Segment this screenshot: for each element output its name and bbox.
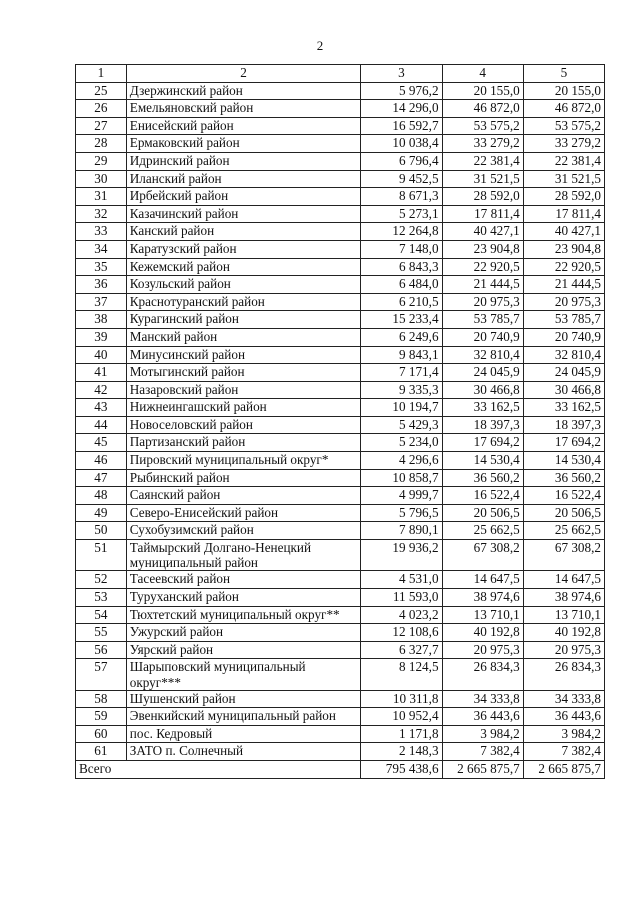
value-col-4: 53 785,7 bbox=[442, 311, 523, 329]
municipality-name: Уярский район bbox=[126, 641, 361, 659]
table-row bbox=[76, 743, 605, 761]
row-number: 51 bbox=[76, 540, 127, 571]
value-col-5: 40 192,8 bbox=[523, 624, 604, 642]
table-row bbox=[76, 606, 605, 624]
row-number: 27 bbox=[76, 117, 127, 135]
table-row bbox=[76, 170, 605, 188]
municipality-name: Каратузский район bbox=[126, 240, 361, 258]
value-col-3: 7 171,4 bbox=[361, 364, 442, 382]
value-col-3: 4 531,0 bbox=[361, 571, 442, 589]
value-col-3: 16 592,7 bbox=[361, 117, 442, 135]
total-label: Всего bbox=[76, 761, 361, 779]
value-col-3: 19 936,2 bbox=[361, 540, 442, 571]
row-number: 42 bbox=[76, 381, 127, 399]
row-number: 47 bbox=[76, 469, 127, 487]
value-col-4: 13 710,1 bbox=[442, 606, 523, 624]
value-col-3: 5 796,5 bbox=[361, 504, 442, 522]
row-number: 29 bbox=[76, 152, 127, 170]
value-col-3: 4 296,6 bbox=[361, 452, 442, 470]
value-col-4: 17 694,2 bbox=[442, 434, 523, 452]
table-row bbox=[76, 487, 605, 505]
value-col-5: 17 694,2 bbox=[523, 434, 604, 452]
value-col-4: 40 427,1 bbox=[442, 223, 523, 241]
value-col-5: 14 647,5 bbox=[523, 571, 604, 589]
value-col-5: 7 382,4 bbox=[523, 743, 604, 761]
value-col-3: 10 194,7 bbox=[361, 399, 442, 417]
total-row bbox=[76, 761, 605, 779]
table-row bbox=[76, 641, 605, 659]
value-col-4: 20 975,3 bbox=[442, 293, 523, 311]
total-value-v4: 2 665 875,7 bbox=[442, 761, 523, 779]
value-col-5: 25 662,5 bbox=[523, 522, 604, 540]
row-number: 30 bbox=[76, 170, 127, 188]
value-col-4: 20 975,3 bbox=[442, 641, 523, 659]
value-col-5: 24 045,9 bbox=[523, 364, 604, 382]
table-row bbox=[76, 416, 605, 434]
row-number: 54 bbox=[76, 606, 127, 624]
value-col-4: 67 308,2 bbox=[442, 540, 523, 571]
column-header-3: 3 bbox=[361, 65, 442, 83]
total-value-v5: 2 665 875,7 bbox=[523, 761, 604, 779]
value-col-4: 18 397,3 bbox=[442, 416, 523, 434]
value-col-3: 15 233,4 bbox=[361, 311, 442, 329]
value-col-3: 1 171,8 bbox=[361, 725, 442, 743]
row-number: 39 bbox=[76, 328, 127, 346]
value-col-5: 33 162,5 bbox=[523, 399, 604, 417]
table-row bbox=[76, 659, 605, 690]
value-col-5: 53 785,7 bbox=[523, 311, 604, 329]
municipality-name: Краснотуранский район bbox=[126, 293, 361, 311]
table-row bbox=[76, 522, 605, 540]
table-row bbox=[76, 708, 605, 726]
value-col-4: 14 647,5 bbox=[442, 571, 523, 589]
row-number: 36 bbox=[76, 276, 127, 294]
value-col-4: 20 155,0 bbox=[442, 82, 523, 100]
table-row bbox=[76, 152, 605, 170]
value-col-5: 33 279,2 bbox=[523, 135, 604, 153]
value-col-4: 20 740,9 bbox=[442, 328, 523, 346]
row-number: 52 bbox=[76, 571, 127, 589]
table-row bbox=[76, 725, 605, 743]
table-row bbox=[76, 135, 605, 153]
row-number: 35 bbox=[76, 258, 127, 276]
value-col-4: 25 662,5 bbox=[442, 522, 523, 540]
value-col-5: 31 521,5 bbox=[523, 170, 604, 188]
value-col-4: 17 811,4 bbox=[442, 205, 523, 223]
value-col-4: 36 560,2 bbox=[442, 469, 523, 487]
value-col-3: 14 296,0 bbox=[361, 100, 442, 118]
value-col-3: 6 843,3 bbox=[361, 258, 442, 276]
table-row bbox=[76, 205, 605, 223]
value-col-4: 3 984,2 bbox=[442, 725, 523, 743]
page-number: 2 bbox=[316, 38, 324, 53]
table-row bbox=[76, 364, 605, 382]
row-number: 58 bbox=[76, 690, 127, 708]
value-col-5: 21 444,5 bbox=[523, 276, 604, 294]
municipality-name: Партизанский район bbox=[126, 434, 361, 452]
value-col-5: 18 397,3 bbox=[523, 416, 604, 434]
row-number: 38 bbox=[76, 311, 127, 329]
value-col-4: 21 444,5 bbox=[442, 276, 523, 294]
value-col-3: 2 148,3 bbox=[361, 743, 442, 761]
row-number: 45 bbox=[76, 434, 127, 452]
value-col-4: 20 506,5 bbox=[442, 504, 523, 522]
row-number: 61 bbox=[76, 743, 127, 761]
value-col-5: 36 443,6 bbox=[523, 708, 604, 726]
table-row bbox=[76, 82, 605, 100]
municipality-name: Ермаковский район bbox=[126, 135, 361, 153]
table-row bbox=[76, 381, 605, 399]
municipality-name: Козульский район bbox=[126, 276, 361, 294]
value-col-3: 4 023,2 bbox=[361, 606, 442, 624]
value-col-5: 20 975,3 bbox=[523, 641, 604, 659]
value-col-3: 6 327,7 bbox=[361, 641, 442, 659]
value-col-5: 23 904,8 bbox=[523, 240, 604, 258]
municipality-name: Тюхтетский муниципальный округ** bbox=[126, 606, 361, 624]
value-col-3: 6 484,0 bbox=[361, 276, 442, 294]
table-row bbox=[76, 469, 605, 487]
table-row bbox=[76, 117, 605, 135]
value-col-4: 7 382,4 bbox=[442, 743, 523, 761]
value-col-3: 10 952,4 bbox=[361, 708, 442, 726]
row-number: 59 bbox=[76, 708, 127, 726]
municipality-name: Мотыгинский район bbox=[126, 364, 361, 382]
municipality-name: Канский район bbox=[126, 223, 361, 241]
municipality-name: Минусинский район bbox=[126, 346, 361, 364]
municipality-name: Сухобузимский район bbox=[126, 522, 361, 540]
value-col-5: 26 834,3 bbox=[523, 659, 604, 690]
value-col-5: 20 155,0 bbox=[523, 82, 604, 100]
column-header-2: 2 bbox=[126, 65, 361, 83]
row-number: 44 bbox=[76, 416, 127, 434]
table-row bbox=[76, 188, 605, 206]
table-row bbox=[76, 399, 605, 417]
municipality-name: Таймырский Долгано-Ненецкий муниципальный район bbox=[126, 540, 361, 571]
row-number: 28 bbox=[76, 135, 127, 153]
row-number: 48 bbox=[76, 487, 127, 505]
value-col-3: 8 671,3 bbox=[361, 188, 442, 206]
value-col-5: 22 920,5 bbox=[523, 258, 604, 276]
row-number: 50 bbox=[76, 522, 127, 540]
value-col-4: 40 192,8 bbox=[442, 624, 523, 642]
row-number: 55 bbox=[76, 624, 127, 642]
value-col-5: 32 810,4 bbox=[523, 346, 604, 364]
municipality-name: Назаровский район bbox=[126, 381, 361, 399]
table-row bbox=[76, 434, 605, 452]
table-row bbox=[76, 276, 605, 294]
row-number: 56 bbox=[76, 641, 127, 659]
value-col-3: 10 038,4 bbox=[361, 135, 442, 153]
municipality-name: Кежемский район bbox=[126, 258, 361, 276]
row-number: 46 bbox=[76, 452, 127, 470]
value-col-3: 9 452,5 bbox=[361, 170, 442, 188]
column-header-1: 1 bbox=[76, 65, 127, 83]
table-row bbox=[76, 328, 605, 346]
value-col-3: 8 124,5 bbox=[361, 659, 442, 690]
table-row bbox=[76, 258, 605, 276]
value-col-5: 22 381,4 bbox=[523, 152, 604, 170]
municipality-name: Нижнеингашский район bbox=[126, 399, 361, 417]
row-number: 49 bbox=[76, 504, 127, 522]
value-col-3: 6 796,4 bbox=[361, 152, 442, 170]
value-col-4: 22 381,4 bbox=[442, 152, 523, 170]
row-number: 37 bbox=[76, 293, 127, 311]
row-number: 40 bbox=[76, 346, 127, 364]
municipality-name: Эвенкийский муниципальный район bbox=[126, 708, 361, 726]
column-header-4: 4 bbox=[442, 65, 523, 83]
value-col-5: 20 740,9 bbox=[523, 328, 604, 346]
value-col-3: 10 311,8 bbox=[361, 690, 442, 708]
row-number: 43 bbox=[76, 399, 127, 417]
value-col-4: 53 575,2 bbox=[442, 117, 523, 135]
value-col-4: 30 466,8 bbox=[442, 381, 523, 399]
table-row bbox=[76, 223, 605, 241]
table-header-row bbox=[76, 65, 605, 83]
value-col-3: 10 858,7 bbox=[361, 469, 442, 487]
allocation-table bbox=[75, 64, 605, 779]
value-col-4: 14 530,4 bbox=[442, 452, 523, 470]
value-col-5: 40 427,1 bbox=[523, 223, 604, 241]
value-col-5: 30 466,8 bbox=[523, 381, 604, 399]
value-col-4: 22 920,5 bbox=[442, 258, 523, 276]
value-col-3: 11 593,0 bbox=[361, 588, 442, 606]
value-col-4: 28 592,0 bbox=[442, 188, 523, 206]
value-col-3: 7 148,0 bbox=[361, 240, 442, 258]
value-col-3: 5 429,3 bbox=[361, 416, 442, 434]
table-row bbox=[76, 504, 605, 522]
municipality-name: Ужурский район bbox=[126, 624, 361, 642]
row-number: 26 bbox=[76, 100, 127, 118]
table-row bbox=[76, 571, 605, 589]
value-col-3: 5 234,0 bbox=[361, 434, 442, 452]
municipality-name: Идринский район bbox=[126, 152, 361, 170]
value-col-3: 5 976,2 bbox=[361, 82, 442, 100]
value-col-4: 23 904,8 bbox=[442, 240, 523, 258]
value-col-5: 16 522,4 bbox=[523, 487, 604, 505]
value-col-5: 67 308,2 bbox=[523, 540, 604, 571]
value-col-3: 9 335,3 bbox=[361, 381, 442, 399]
value-col-5: 17 811,4 bbox=[523, 205, 604, 223]
value-col-3: 12 108,6 bbox=[361, 624, 442, 642]
value-col-4: 36 443,6 bbox=[442, 708, 523, 726]
value-col-4: 33 279,2 bbox=[442, 135, 523, 153]
value-col-4: 26 834,3 bbox=[442, 659, 523, 690]
column-header-5: 5 bbox=[523, 65, 604, 83]
row-number: 57 bbox=[76, 659, 127, 690]
value-col-3: 12 264,8 bbox=[361, 223, 442, 241]
municipality-name: Тасеевский район bbox=[126, 571, 361, 589]
municipality-name: пос. Кедровый bbox=[126, 725, 361, 743]
value-col-5: 53 575,2 bbox=[523, 117, 604, 135]
value-col-5: 38 974,6 bbox=[523, 588, 604, 606]
municipality-name: Новоселовский район bbox=[126, 416, 361, 434]
value-col-3: 4 999,7 bbox=[361, 487, 442, 505]
row-number: 25 bbox=[76, 82, 127, 100]
municipality-name: Енисейский район bbox=[126, 117, 361, 135]
value-col-4: 31 521,5 bbox=[442, 170, 523, 188]
row-number: 34 bbox=[76, 240, 127, 258]
value-col-3: 6 249,6 bbox=[361, 328, 442, 346]
value-col-3: 9 843,1 bbox=[361, 346, 442, 364]
municipality-name: Шарыповский муниципальный округ*** bbox=[126, 659, 361, 690]
value-col-3: 5 273,1 bbox=[361, 205, 442, 223]
municipality-name: Казачинский район bbox=[126, 205, 361, 223]
municipality-name: Туруханский район bbox=[126, 588, 361, 606]
value-col-4: 32 810,4 bbox=[442, 346, 523, 364]
value-col-5: 20 506,5 bbox=[523, 504, 604, 522]
table-row bbox=[76, 311, 605, 329]
value-col-4: 34 333,8 bbox=[442, 690, 523, 708]
table-row bbox=[76, 588, 605, 606]
value-col-5: 28 592,0 bbox=[523, 188, 604, 206]
municipality-name: Рыбинский район bbox=[126, 469, 361, 487]
table-row bbox=[76, 240, 605, 258]
value-col-4: 46 872,0 bbox=[442, 100, 523, 118]
table-row bbox=[76, 346, 605, 364]
municipality-name: Пировский муниципальный округ* bbox=[126, 452, 361, 470]
value-col-3: 6 210,5 bbox=[361, 293, 442, 311]
row-number: 33 bbox=[76, 223, 127, 241]
municipality-name: Шушенский район bbox=[126, 690, 361, 708]
municipality-name: Дзержинский район bbox=[126, 82, 361, 100]
row-number: 60 bbox=[76, 725, 127, 743]
municipality-name: Емельяновский район bbox=[126, 100, 361, 118]
value-col-5: 20 975,3 bbox=[523, 293, 604, 311]
value-col-5: 46 872,0 bbox=[523, 100, 604, 118]
table-row bbox=[76, 690, 605, 708]
municipality-name: Иланский район bbox=[126, 170, 361, 188]
value-col-5: 3 984,2 bbox=[523, 725, 604, 743]
total-value-v3: 795 438,6 bbox=[361, 761, 442, 779]
value-col-4: 24 045,9 bbox=[442, 364, 523, 382]
value-col-5: 13 710,1 bbox=[523, 606, 604, 624]
municipality-name: Манский район bbox=[126, 328, 361, 346]
row-number: 53 bbox=[76, 588, 127, 606]
value-col-4: 38 974,6 bbox=[442, 588, 523, 606]
value-col-3: 7 890,1 bbox=[361, 522, 442, 540]
value-col-4: 16 522,4 bbox=[442, 487, 523, 505]
row-number: 31 bbox=[76, 188, 127, 206]
value-col-4: 33 162,5 bbox=[442, 399, 523, 417]
table-row bbox=[76, 100, 605, 118]
municipality-name: Ирбейский район bbox=[126, 188, 361, 206]
municipality-name: ЗАТО п. Солнечный bbox=[126, 743, 361, 761]
row-number: 41 bbox=[76, 364, 127, 382]
value-col-5: 14 530,4 bbox=[523, 452, 604, 470]
table-row bbox=[76, 452, 605, 470]
municipality-name: Саянский район bbox=[126, 487, 361, 505]
table-row bbox=[76, 293, 605, 311]
table-row bbox=[76, 540, 605, 571]
value-col-5: 34 333,8 bbox=[523, 690, 604, 708]
municipality-name: Курагинский район bbox=[126, 311, 361, 329]
row-number: 32 bbox=[76, 205, 127, 223]
value-col-5: 36 560,2 bbox=[523, 469, 604, 487]
table-row bbox=[76, 624, 605, 642]
municipality-name: Северо-Енисейский район bbox=[126, 504, 361, 522]
